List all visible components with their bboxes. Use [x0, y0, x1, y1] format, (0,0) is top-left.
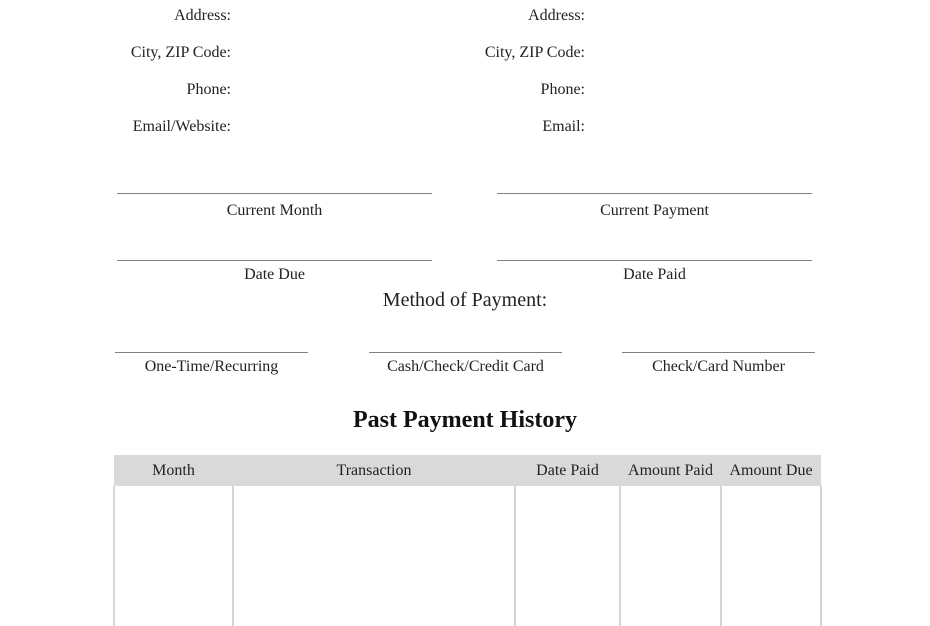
date-paid-cell[interactable] [515, 486, 620, 626]
column-header-amount-due: Amount Due [721, 455, 821, 486]
column-header-month: Month [114, 455, 233, 486]
current-payment-line[interactable] [497, 193, 812, 194]
email-label: Email: [542, 118, 585, 135]
table-row [114, 486, 821, 626]
transaction-cell[interactable] [233, 486, 515, 626]
amount-due-cell[interactable] [721, 486, 821, 626]
phone-label: Phone: [540, 81, 585, 98]
one-time-recurring-line[interactable] [115, 352, 308, 353]
card-number-line[interactable] [622, 352, 815, 353]
payment-type-caption: Cash/Check/Credit Card [387, 358, 544, 375]
address-label: Address: [528, 7, 585, 24]
phone-label: Phone: [186, 81, 231, 98]
payment-history-table [113, 455, 822, 626]
address-label: Address: [174, 7, 231, 24]
past-payment-history-title: Past Payment History [353, 407, 577, 433]
date-due-line[interactable] [117, 260, 432, 261]
date-paid-line[interactable] [497, 260, 812, 261]
column-header-transaction: Transaction [233, 455, 515, 486]
date-due-caption: Date Due [244, 266, 305, 283]
column-header-amount-paid: Amount Paid [620, 455, 721, 486]
one-time-recurring-caption: One-Time/Recurring [144, 358, 279, 375]
card-number-caption: Check/Card Number [652, 358, 785, 375]
month-cell[interactable] [114, 486, 233, 626]
amount-paid-cell[interactable] [620, 486, 721, 626]
email-website-label: Email/Website: [132, 118, 231, 135]
current-payment-caption: Current Payment [600, 202, 709, 219]
city-zip-label: City, ZIP Code: [130, 44, 231, 61]
city-zip-label: City, ZIP Code: [484, 44, 585, 61]
date-paid-caption: Date Paid [623, 266, 686, 283]
current-month-caption: Current Month [226, 202, 323, 219]
table-header-row [114, 455, 821, 486]
method-of-payment-title: Method of Payment: [382, 289, 548, 311]
column-header-date-paid: Date Paid [515, 455, 620, 486]
payment-type-line[interactable] [369, 352, 562, 353]
current-month-line[interactable] [117, 193, 432, 194]
